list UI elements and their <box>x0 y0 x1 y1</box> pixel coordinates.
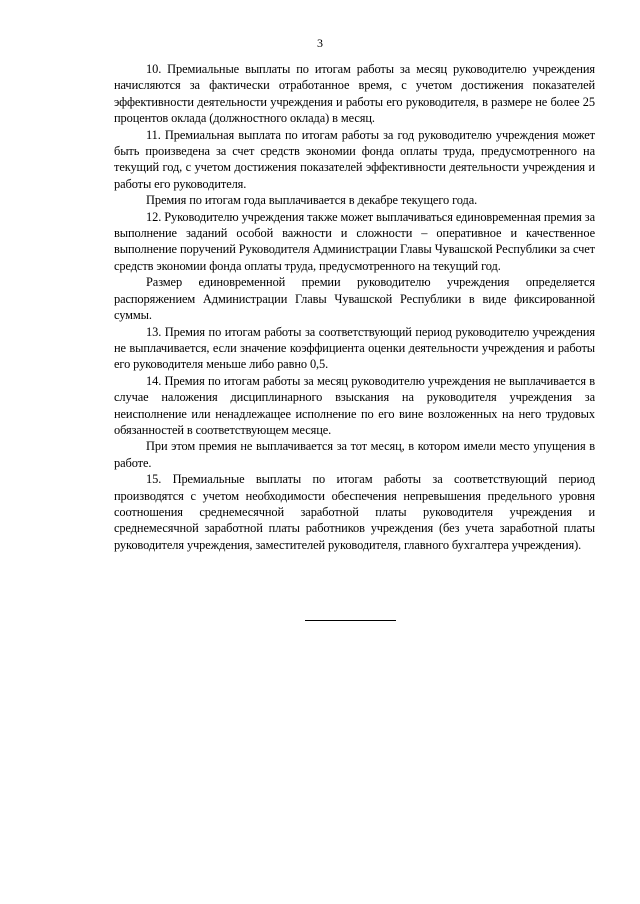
paragraph-bonus-not-paid: При этом премия не выплачивается за тот месяц, в котором имели место упущения в работе. <box>114 439 595 470</box>
end-of-document-divider <box>305 620 396 621</box>
paragraph-item-15: 15. Премиальные выплаты по итогам работы за соответствующий период производятся с учетом необходимости обеспечения непревышения предельного уровня соотношения среднемесячной заработной платы руководителя учреждения и среднемесячной заработной платы работников учреждения (без учета заработной платы руководителя учреждения, заместителей руководителя, главного бухгалтера учреждения). <box>114 472 595 552</box>
paragraph-item-11: 11. Премиальная выплата по итогам работы за год руководителю учреждения может быть произведена за счет средств экономии фонда оплаты труда, предусмотренного на текущий год, с учетом достижения показателей эффективности деятельности учреждения и работы его руководителя. <box>114 127 595 191</box>
paragraph-item-14: 14. Премия по итогам работы за месяц руководителю учреждения не выплачивается в случае наложения дисциплинарного взыскания на руководителя учреждения за неисполнение или ненадлежащее исполнение по его вине возложенных на него трудовых обязанностей в соответствующем месяце. <box>114 373 595 437</box>
page-number: 3 <box>317 36 323 50</box>
paragraph-item-13: 13. Премия по итогам работы за соответствующий период руководителю учреждения не выплачивается, если значение коэффициента оценки деятельности учреждения и работы его руководителя меньше либо равно 0,5. <box>114 324 595 372</box>
paragraph-year-bonus-timing: Премия по итогам года выплачивается в декабре текущего года. <box>146 193 478 208</box>
paragraph-one-time-bonus-size: Размер единовременной премии руководителю учреждения определяется распоряжением Администрации Главы Чувашской Республики в виде фиксированной суммы. <box>114 275 595 323</box>
paragraph-item-10: 10. Премиальные выплаты по итогам работы за месяц руководителю учреждения начисляются за фактически отработанное время, с учетом достижения показателей эффективности деятельности учреждения и работы его руководителя, в размере не более 25 процентов оклада (должностного оклада) в месяц. <box>114 62 595 126</box>
paragraph-item-12: 12. Руководителю учреждения также может выплачиваться единовременная премия за выполнение заданий особой важности и сложности – оперативное и качественное выполнение поручений Руководителя Администрации Главы Чувашской Республики за счет средств экономии фонда оплаты труда, предусмотренного на текущий год. <box>114 209 595 273</box>
document-body <box>114 61 595 553</box>
